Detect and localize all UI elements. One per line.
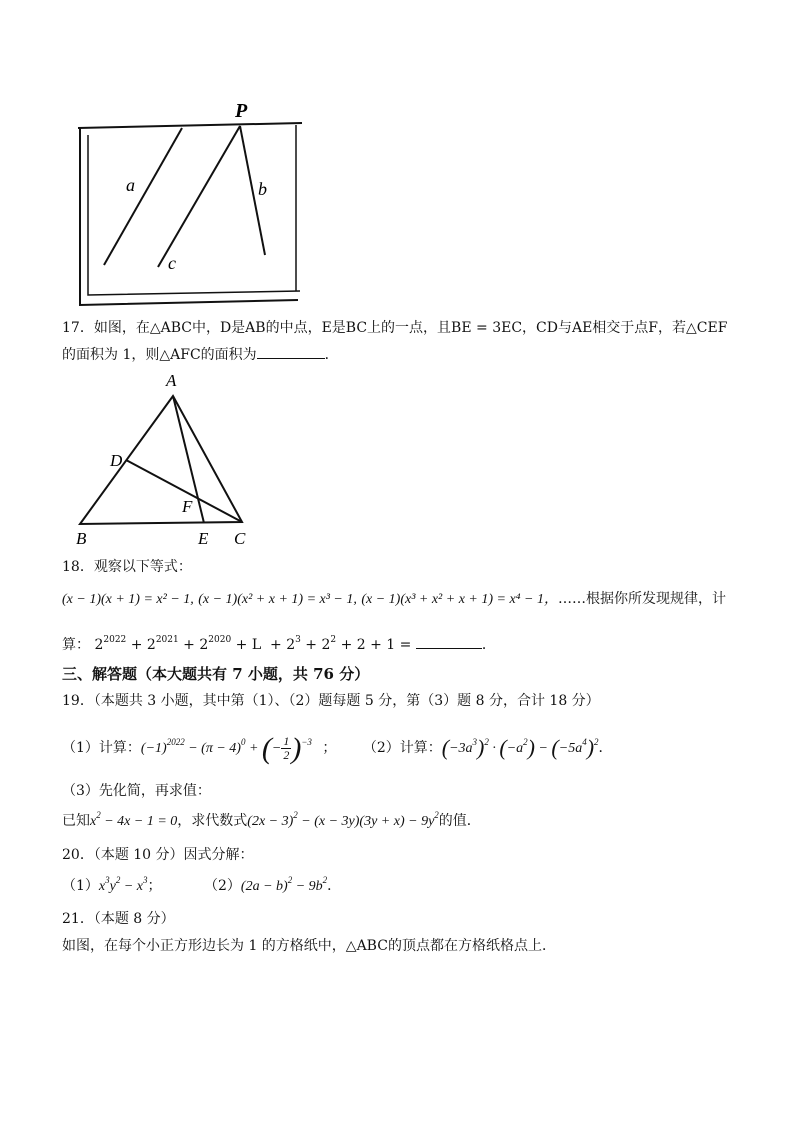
point-p-label: P bbox=[235, 100, 248, 122]
q17-period: ． bbox=[324, 347, 339, 363]
q19-cond-equation: $x^2 - 4x - 1 = 0$ bbox=[90, 810, 178, 829]
figure-triangle-abc bbox=[70, 368, 260, 548]
line-c-label: c bbox=[168, 253, 176, 273]
q20-part2-label: （2） bbox=[203, 878, 241, 894]
q18-eq1: (x − 1)(x + 1) = x² − 1, bbox=[62, 592, 194, 607]
q18-tail: ……根据你所发现规律，计 bbox=[558, 591, 726, 607]
q19-part1-expression: $(-1)^{2022} - (\pi - 4)^0$ + (− $\frac{1}{2}$ )$^{-3}$ bbox=[140, 732, 312, 765]
q19-cond-tail: 的值． bbox=[438, 813, 481, 829]
point-f-label: F bbox=[182, 497, 193, 516]
q21-head: 21．（本题 8 分） bbox=[62, 911, 175, 927]
q18-calc-line bbox=[62, 634, 496, 655]
vertex-a-label: A bbox=[166, 371, 177, 390]
q20-part1-expression: $x^3y^2 - x^3$ bbox=[98, 875, 148, 894]
q19-cond-prefix: 已知 bbox=[62, 813, 90, 829]
q19-part2-label: （2）计算： bbox=[362, 740, 442, 756]
point-d-label: D bbox=[110, 451, 123, 470]
vertex-c-label: C bbox=[234, 529, 246, 548]
vertex-b-label: B bbox=[76, 529, 87, 548]
q19-cond-mid: ，求代数式 bbox=[177, 813, 248, 829]
q18-calc-tail: ． bbox=[481, 637, 496, 653]
q19-part1-label: （1）计算： bbox=[62, 740, 141, 756]
q18-intro: 18．观察以下等式： bbox=[62, 559, 192, 575]
q19-head: 19．（本题共 3 小题，其中第（1）、（2）题每题 5 分，第（3）题 8 分，合计 18 分） bbox=[62, 693, 600, 709]
q19-part3-label: （3）先化简，再求值： bbox=[62, 783, 211, 799]
q18-eq3: (x − 1)(x³ + x² + x + 1) = x⁴ − 1， bbox=[361, 592, 558, 607]
q19-part2-expression: $(-3a^3)^2 \cdot (-a^2) - (-5a^4)^2$ bbox=[441, 735, 599, 760]
q18-equations bbox=[62, 589, 726, 610]
q18-calc-expression: $2^{2022} + 2^{2021} + 2^{2020} + L + 2^3 + 2^2 + 2 + 1$ = bbox=[94, 635, 416, 653]
q19-part3-condition bbox=[62, 811, 481, 832]
q18-eq2: (x − 1)(x² + x + 1) = x³ − 1, bbox=[198, 592, 357, 607]
q20-head: 20．（本题 10 分）因式分解： bbox=[62, 847, 254, 863]
section3-title: 三、解答题（本大题共有 7 小题，共 76 分） bbox=[62, 665, 370, 683]
line-a-label: a bbox=[126, 175, 135, 195]
q20-parts: $(1)x^3y^2 - x^3$； $(2)(2a - b)^2 - 9b^2$． bbox=[62, 875, 342, 894]
q17-text-line2 bbox=[62, 344, 339, 365]
q18-answer-blank[interactable] bbox=[416, 634, 482, 649]
q18-calc-prefix: 算： bbox=[62, 637, 90, 653]
q19-cond-expression: $(2x - 3)^2 - (x - 3y)(3y + x) - 9y^2$ bbox=[247, 810, 439, 829]
q20-part1-label: （1） bbox=[62, 878, 99, 894]
point-e-label: E bbox=[198, 529, 209, 548]
q20-part2-expression: $(2a - b)^2 - 9b^2$ bbox=[240, 875, 328, 894]
line-b-label: b bbox=[258, 179, 267, 199]
q19-part1-2: （1）计算：$(-1)^{2022} - (\pi - 4)^0$ + (− $\frac{1}{2}$ )$^{-3}$ ； （2）计算：$(-3a^3)^2 \cdot (-a^2) - (-5a^4)^2$． bbox=[62, 732, 613, 765]
q17-answer-blank[interactable] bbox=[257, 344, 325, 359]
q21-text: 如图，在每个小正方形边长为 1 的方格纸中，△ABC的顶点都在方格纸格点上． bbox=[62, 938, 556, 954]
q17-text-line1: 17．如图，在△ABC中，D是AB的中点，E是BC上的一点，且BE = 3EC，CD与AE相交于点F，若△CEF bbox=[62, 320, 728, 336]
q17-text-before-blank: 的面积为 1，则△AFC的面积为 bbox=[62, 347, 257, 363]
figure-parallel-lines bbox=[60, 95, 310, 310]
